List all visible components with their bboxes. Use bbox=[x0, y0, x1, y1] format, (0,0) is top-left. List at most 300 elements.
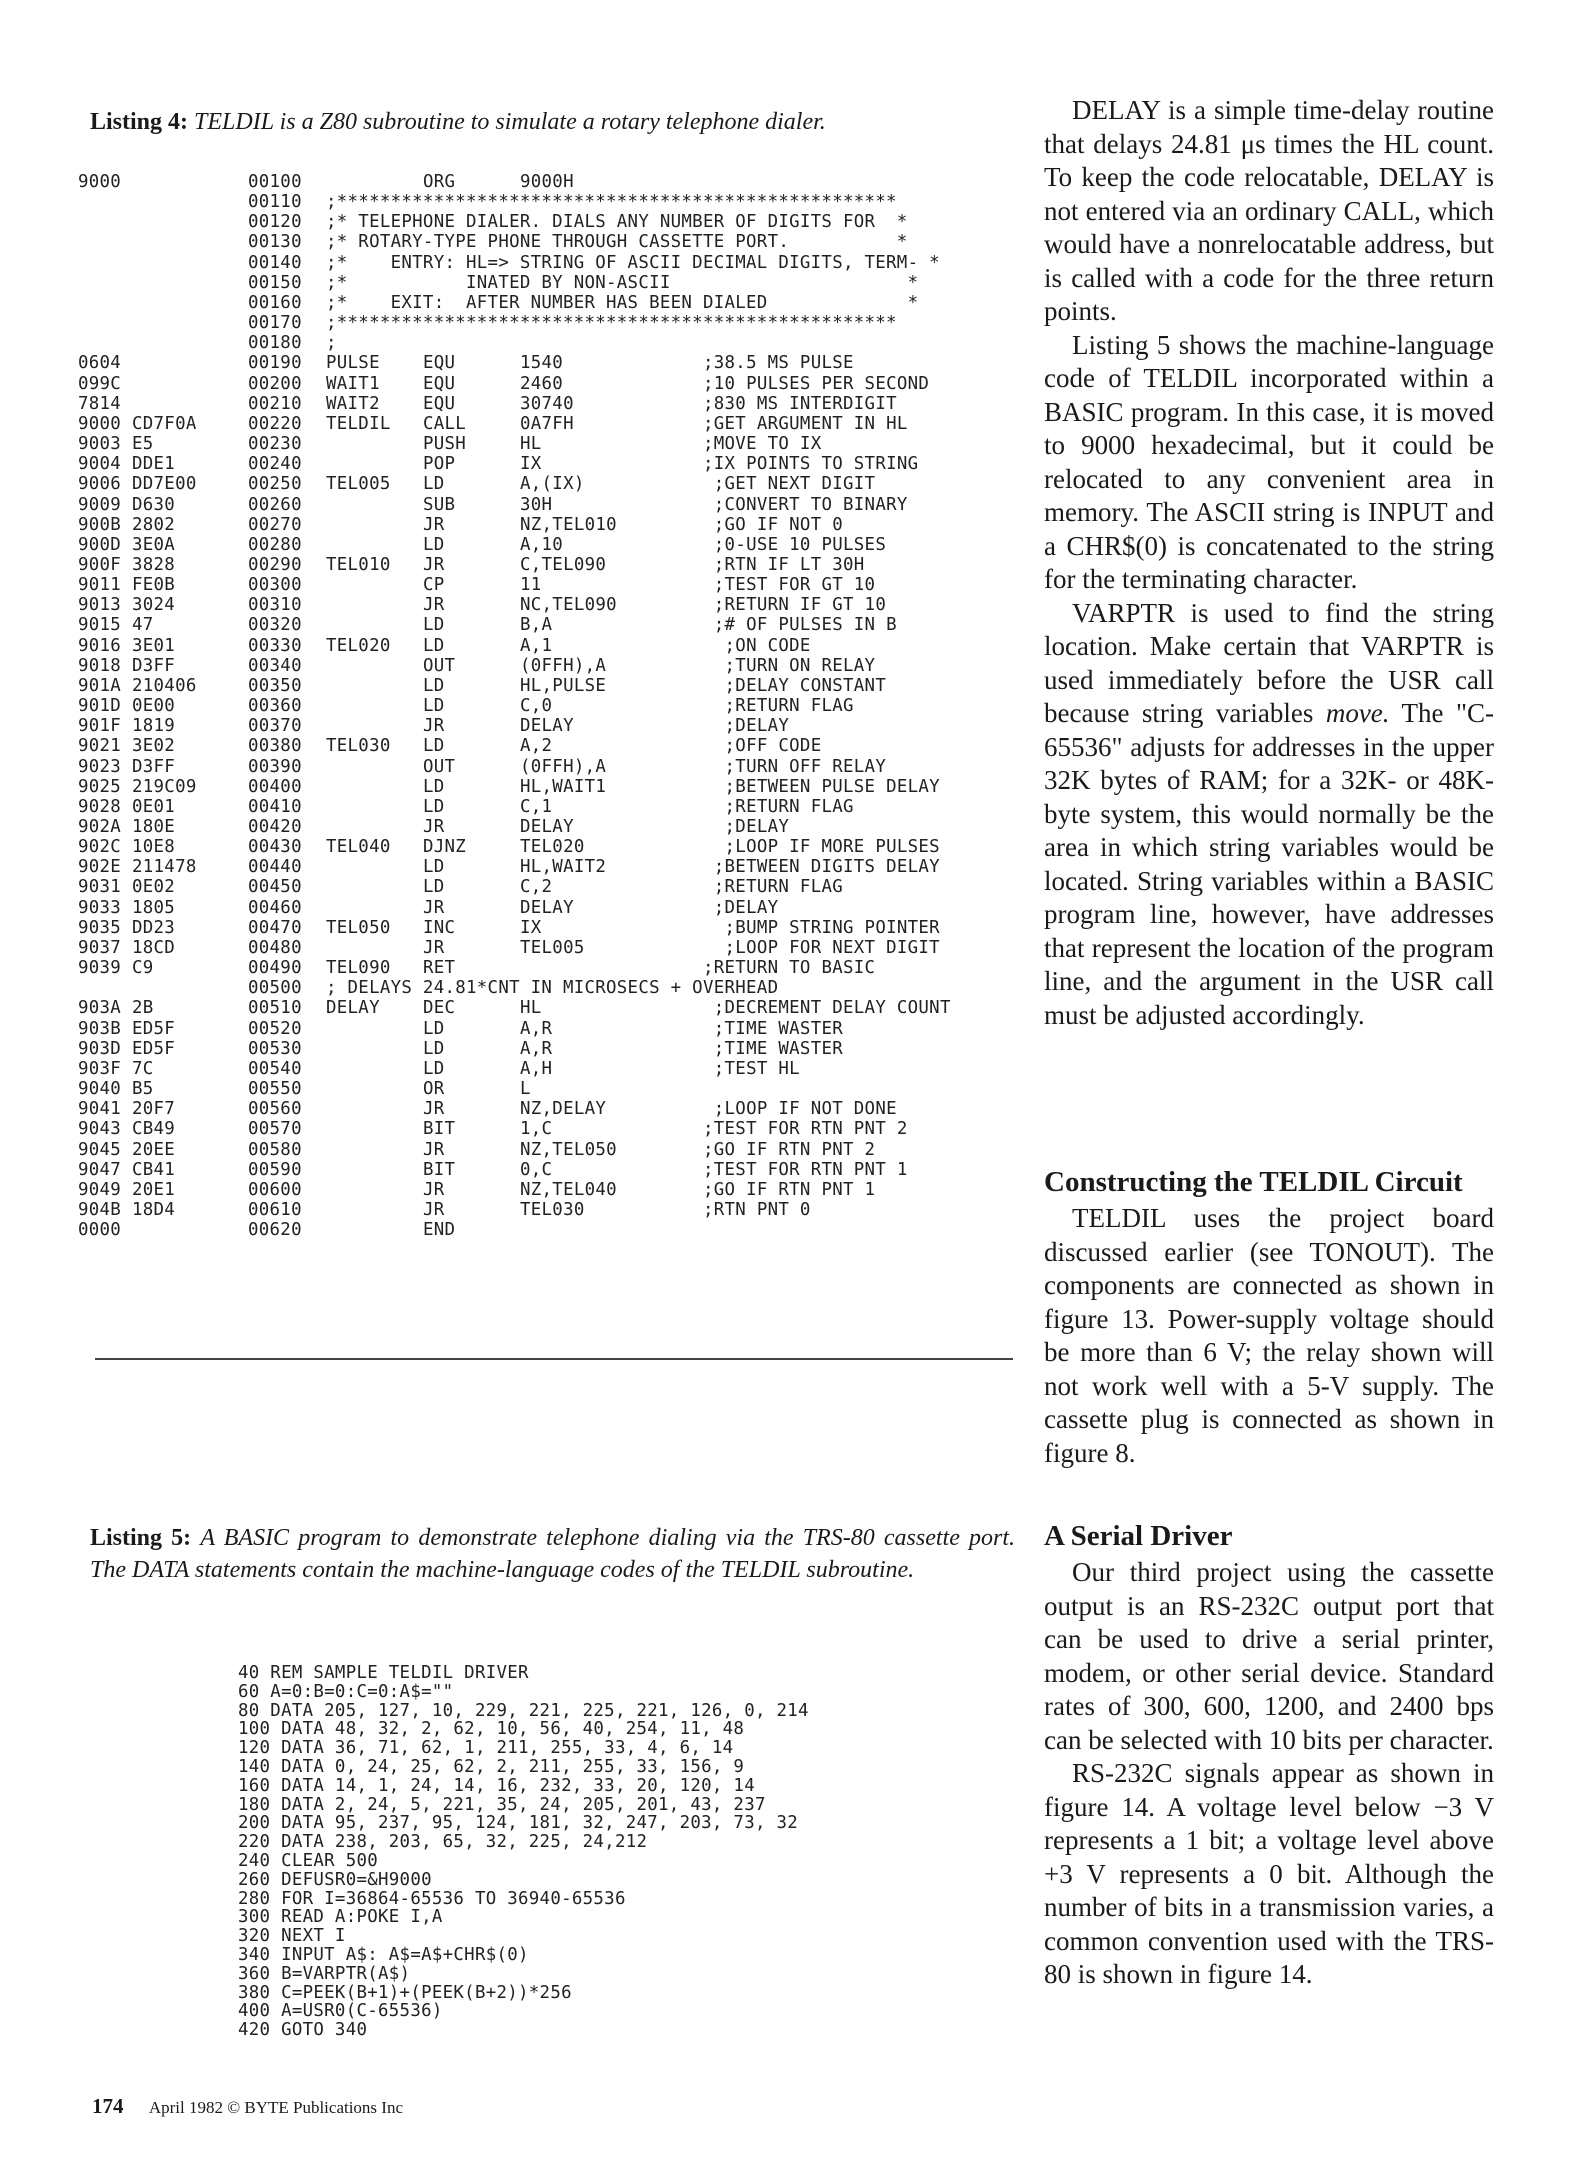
asm-full: ;* INATED BY NON-ASCII * bbox=[326, 272, 919, 293]
asm-cmt: ;OFF CODE bbox=[703, 736, 822, 757]
asm-label: TEL050 bbox=[326, 917, 391, 938]
asm-addr: 9037 bbox=[78, 937, 122, 958]
asm-addr: 9028 bbox=[78, 796, 122, 817]
asm-addr: 903B bbox=[78, 1018, 122, 1039]
asm-label: TEL010 bbox=[326, 554, 391, 575]
asm-line bbox=[78, 817, 1018, 837]
asm-line bbox=[78, 555, 1018, 575]
asm-arg: DELAY bbox=[520, 716, 574, 737]
asm-code: 210406 bbox=[132, 675, 197, 696]
asm-op: LD bbox=[423, 534, 445, 555]
basic-line: 240 CLEAR 500 bbox=[238, 1850, 379, 1871]
asm-line: 00590 bbox=[248, 1159, 302, 1180]
asm-line: 00290 bbox=[248, 554, 302, 575]
asm-op: JR bbox=[423, 897, 445, 918]
asm-label: WAIT1 bbox=[326, 373, 380, 394]
asm-cmt: ;TIME WASTER bbox=[703, 1038, 844, 1059]
asm-code: FE0B bbox=[132, 575, 176, 596]
varptr-text-b: The "C-65536" adjusts for addresses in the upper 32K bytes of RAM; for a 32K- or 48K-byte system, this would normally be the area in which string variables would be located. String variables within a BASIC program line, however, have addresses that represent the location of the program line, and the argument in the USR call must be adjusted accordingly. bbox=[1044, 698, 1495, 1030]
asm-cmt: ;RETURN TO BASIC bbox=[703, 958, 876, 979]
asm-op: END bbox=[423, 1220, 456, 1241]
basic-line: 100 DATA 48, 32, 2, 62, 10, 56, 40, 254, 11, 48 bbox=[238, 1719, 745, 1740]
body-text-top bbox=[1044, 94, 1494, 1032]
asm-cmt: ;TEST HL bbox=[703, 1058, 800, 1079]
asm-op: LD bbox=[423, 1038, 445, 1059]
asm-line: 00120 bbox=[248, 212, 302, 233]
asm-arg: A,1 bbox=[520, 635, 553, 656]
page-footer bbox=[92, 2094, 403, 2119]
asm-full: ;* EXIT: AFTER NUMBER HAS BEEN DIALED * bbox=[326, 292, 919, 313]
asm-line: 00540 bbox=[248, 1058, 302, 1079]
asm-addr: 9006 bbox=[78, 474, 122, 495]
asm-cmt: ;GET ARGUMENT IN HL bbox=[703, 413, 908, 434]
asm-arg: C,2 bbox=[520, 877, 553, 898]
asm-arg: DELAY bbox=[520, 897, 574, 918]
asm-arg: A,H bbox=[520, 1058, 553, 1079]
asm-line: 00520 bbox=[248, 1018, 302, 1039]
asm-line: 00250 bbox=[248, 474, 302, 495]
asm-line: 00430 bbox=[248, 837, 302, 858]
asm-line: 00490 bbox=[248, 958, 302, 979]
asm-code: 10E8 bbox=[132, 837, 176, 858]
asm-line bbox=[78, 232, 1018, 252]
asm-op: CP bbox=[423, 575, 445, 596]
asm-line bbox=[78, 777, 1018, 797]
asm-line bbox=[78, 474, 1018, 494]
asm-op: JR bbox=[423, 1139, 445, 1160]
asm-addr: 9025 bbox=[78, 776, 122, 797]
asm-op: POP bbox=[423, 454, 456, 475]
asm-arg: (0FFH),A bbox=[520, 655, 607, 676]
asm-op: JR bbox=[423, 1199, 445, 1220]
asm-addr: 099C bbox=[78, 373, 122, 394]
asm-line bbox=[78, 978, 1018, 998]
paragraph-rs232c: RS-232C signals appear as shown in figure 14. A voltage level below −3 V represents a 1 bit; a voltage level above +3 V represents a 0 bit. Although the number of bits in a transmission varies, a common convention used with the TRS-80 is shown in figure 14. bbox=[1044, 1758, 1494, 1989]
asm-line bbox=[78, 192, 1018, 212]
asm-addr: 9045 bbox=[78, 1139, 122, 1160]
asm-cmt: ;GO IF NOT 0 bbox=[703, 514, 844, 535]
asm-cmt: ;LOOP IF NOT DONE bbox=[703, 1099, 897, 1120]
asm-arg: NZ,TEL040 bbox=[520, 1179, 617, 1200]
asm-code: 3828 bbox=[132, 554, 176, 575]
asm-line bbox=[78, 877, 1018, 897]
asm-cmt: ;DELAY bbox=[703, 817, 790, 837]
asm-arg: C,1 bbox=[520, 796, 553, 817]
asm-line bbox=[78, 1180, 1018, 1200]
asm-arg: HL,PULSE bbox=[520, 675, 607, 696]
asm-code: 20E1 bbox=[132, 1179, 176, 1200]
asm-op: LD bbox=[423, 474, 445, 495]
asm-cmt: ;0-USE 10 PULSES bbox=[703, 534, 887, 555]
asm-addr: 9047 bbox=[78, 1159, 122, 1180]
asm-arg: A,(IX) bbox=[520, 474, 585, 495]
asm-line: 00620 bbox=[248, 1220, 302, 1241]
asm-op: PUSH bbox=[423, 434, 467, 455]
asm-line: 00310 bbox=[248, 595, 302, 616]
asm-line: 00300 bbox=[248, 575, 302, 596]
basic-line: 360 B=VARPTR(A$) bbox=[238, 1963, 411, 1984]
asm-cmt: ;MOVE TO IX bbox=[703, 434, 822, 455]
asm-line: 00280 bbox=[248, 534, 302, 555]
asm-cmt: ;IX POINTS TO STRING bbox=[703, 454, 919, 475]
asm-op: DEC bbox=[423, 998, 456, 1019]
asm-arg: C,TEL090 bbox=[520, 554, 607, 575]
asm-full: ;* TELEPHONE DIALER. DIALS ANY NUMBER OF DIGITS FOR * bbox=[326, 212, 908, 233]
asm-line bbox=[78, 212, 1018, 232]
asm-label: TEL030 bbox=[326, 736, 391, 757]
asm-arg: IX bbox=[520, 454, 542, 475]
asm-line: 00380 bbox=[248, 736, 302, 757]
asm-line: 00190 bbox=[248, 353, 302, 374]
asm-cmt: ;DELAY bbox=[703, 897, 779, 918]
asm-code: ED5F bbox=[132, 1038, 176, 1059]
asm-cmt: ;DELAY bbox=[703, 716, 790, 737]
asm-line bbox=[78, 313, 1018, 333]
asm-cmt: ;830 MS INTERDIGIT bbox=[703, 393, 897, 414]
asm-full: ;* ROTARY-TYPE PHONE THROUGH CASSETTE PORT. * bbox=[326, 232, 908, 253]
asm-cmt: ;10 PULSES PER SECOND bbox=[703, 373, 930, 394]
asm-addr: 902E bbox=[78, 857, 122, 878]
asm-op: JR bbox=[423, 1099, 445, 1120]
asm-line: 00360 bbox=[248, 696, 302, 717]
asm-line bbox=[78, 353, 1018, 373]
asm-arg: HL bbox=[520, 434, 542, 455]
asm-line bbox=[78, 958, 1018, 978]
asm-op: JR bbox=[423, 716, 445, 737]
asm-code: 3E0A bbox=[132, 534, 176, 555]
asm-line: 00160 bbox=[248, 292, 302, 313]
asm-arg: L bbox=[520, 1079, 531, 1100]
asm-arg: B,A bbox=[520, 615, 553, 636]
asm-addr: 9043 bbox=[78, 1119, 122, 1140]
asm-label: WAIT2 bbox=[326, 393, 380, 414]
asm-line: 00560 bbox=[248, 1099, 302, 1120]
asm-op: LD bbox=[423, 635, 445, 656]
asm-addr: 9031 bbox=[78, 877, 122, 898]
listing5-basic-code bbox=[238, 1664, 809, 2040]
asm-code: 3E02 bbox=[132, 736, 176, 757]
asm-addr: 0000 bbox=[78, 1220, 122, 1241]
asm-arg: NZ,DELAY bbox=[520, 1099, 607, 1120]
asm-code: 47 bbox=[132, 615, 154, 636]
asm-line: 00610 bbox=[248, 1199, 302, 1220]
asm-arg: 0A7FH bbox=[520, 413, 574, 434]
asm-line: 00270 bbox=[248, 514, 302, 535]
asm-op: JR bbox=[423, 514, 445, 535]
asm-addr: 903D bbox=[78, 1038, 122, 1059]
asm-code: 3024 bbox=[132, 595, 176, 616]
asm-line: 00460 bbox=[248, 897, 302, 918]
asm-cmt: ;TEST FOR RTN PNT 1 bbox=[703, 1159, 908, 1180]
listing4-caption bbox=[90, 106, 990, 138]
asm-line: 00350 bbox=[248, 675, 302, 696]
asm-line: 00410 bbox=[248, 796, 302, 817]
asm-arg: A,10 bbox=[520, 534, 564, 555]
asm-op: LD bbox=[423, 877, 445, 898]
asm-op: BIT bbox=[423, 1159, 456, 1180]
asm-cmt: ;RETURN IF GT 10 bbox=[703, 595, 887, 616]
asm-line bbox=[78, 414, 1018, 434]
basic-line: 340 INPUT A$: A$=A$+CHR$(0) bbox=[238, 1944, 529, 1965]
asm-cmt: ;LOOP FOR NEXT DIGIT bbox=[703, 937, 940, 958]
asm-cmt: ;DELAY CONSTANT bbox=[703, 675, 887, 696]
section-constructing bbox=[1044, 1164, 1494, 1470]
section-serial-driver bbox=[1044, 1518, 1494, 1992]
asm-code: DD23 bbox=[132, 917, 176, 938]
asm-addr: 9049 bbox=[78, 1179, 122, 1200]
asm-addr: 9009 bbox=[78, 494, 122, 515]
asm-op: ORG bbox=[423, 172, 456, 192]
asm-cmt: ;LOOP IF MORE PULSES bbox=[703, 837, 940, 858]
asm-op: INC bbox=[423, 917, 456, 938]
asm-code: D3FF bbox=[132, 655, 176, 676]
asm-code: 180E bbox=[132, 817, 176, 837]
asm-code: 2802 bbox=[132, 514, 176, 535]
asm-arg: 2460 bbox=[520, 373, 564, 394]
asm-code: 20F7 bbox=[132, 1099, 176, 1120]
asm-cmt: ;ON CODE bbox=[703, 635, 811, 656]
basic-line: 60 A=0:B=0:C=0:A$="" bbox=[238, 1681, 454, 1702]
asm-line: 00480 bbox=[248, 937, 302, 958]
asm-arg: DELAY bbox=[520, 817, 574, 837]
listing5-caption-text: A BASIC program to demonstrate telephone dialing via the TRS-80 cassette port. The DATA statements contain the machine-language codes of the TELDIL subroutine. bbox=[90, 1525, 1016, 1583]
asm-line bbox=[78, 1019, 1018, 1039]
asm-line: 00580 bbox=[248, 1139, 302, 1160]
basic-line: 400 A=USR0(C-65536) bbox=[238, 2001, 443, 2022]
asm-addr: 903F bbox=[78, 1058, 122, 1079]
asm-line: 00370 bbox=[248, 716, 302, 737]
asm-cmt: ;GO IF RTN PNT 1 bbox=[703, 1179, 876, 1200]
asm-label: TEL005 bbox=[326, 474, 391, 495]
asm-addr: 904B bbox=[78, 1199, 122, 1220]
asm-op: LD bbox=[423, 696, 445, 717]
asm-op: LD bbox=[423, 776, 445, 797]
asm-line: 00420 bbox=[248, 817, 302, 837]
asm-op: LD bbox=[423, 736, 445, 757]
heading-constructing: Constructing the TELDIL Circuit bbox=[1044, 1166, 1463, 1198]
asm-cmt: ;BUMP STRING POINTER bbox=[703, 917, 940, 938]
asm-addr: 7814 bbox=[78, 393, 122, 414]
asm-op: JR bbox=[423, 595, 445, 616]
asm-cmt: ;TIME WASTER bbox=[703, 1018, 844, 1039]
asm-line bbox=[78, 656, 1018, 676]
asm-arg: 1,C bbox=[520, 1119, 553, 1140]
asm-label: TEL090 bbox=[326, 958, 391, 979]
asm-line bbox=[78, 515, 1018, 535]
asm-code: 2B bbox=[132, 998, 154, 1019]
asm-line: 00450 bbox=[248, 877, 302, 898]
asm-op: CALL bbox=[423, 413, 467, 434]
paragraph-varptr bbox=[1044, 597, 1494, 1033]
asm-line: 00470 bbox=[248, 917, 302, 938]
asm-line: 00600 bbox=[248, 1179, 302, 1200]
asm-addr: 9018 bbox=[78, 655, 122, 676]
basic-line: 260 DEFUSR0=&H9000 bbox=[238, 1869, 432, 1890]
asm-arg: IX bbox=[520, 917, 542, 938]
asm-code: 20EE bbox=[132, 1139, 176, 1160]
asm-line bbox=[78, 273, 1018, 293]
asm-label: TEL020 bbox=[326, 635, 391, 656]
asm-op: EQU bbox=[423, 353, 456, 374]
heading-serial-driver: A Serial Driver bbox=[1044, 1520, 1233, 1552]
basic-line: 300 READ A:POKE I,A bbox=[238, 1907, 443, 1928]
asm-line: 00400 bbox=[248, 776, 302, 797]
basic-line: 80 DATA 205, 127, 10, 229, 221, 225, 221, 126, 0, 214 bbox=[238, 1700, 809, 1721]
asm-cmt: ;# OF PULSES IN B bbox=[703, 615, 897, 636]
asm-line bbox=[78, 293, 1018, 313]
basic-line: 220 DATA 238, 203, 65, 32, 225, 24,212 bbox=[238, 1832, 648, 1853]
asm-op: LD bbox=[423, 615, 445, 636]
asm-line bbox=[78, 696, 1018, 716]
asm-code: 0E00 bbox=[132, 696, 176, 717]
basic-line: 140 DATA 0, 24, 25, 62, 2, 211, 255, 33, 156, 9 bbox=[238, 1756, 745, 1777]
asm-addr: 900D bbox=[78, 534, 122, 555]
paragraph-listing5: Listing 5 shows the machine-language code of TELDIL incorporated within a BASIC program. In this case, it is moved to 9000 hexadecimal, but it could be relocated to any convenient area in memory. The ASCII string is INPUT and a CHR$(0) is concatenated to the string for the terminating character. bbox=[1044, 329, 1494, 594]
asm-cmt: ;TEST FOR GT 10 bbox=[703, 575, 876, 596]
asm-arg: A,R bbox=[520, 1038, 553, 1059]
asm-addr: 9004 bbox=[78, 454, 122, 475]
asm-line: 00200 bbox=[248, 373, 302, 394]
asm-addr: 900B bbox=[78, 514, 122, 535]
asm-code: E5 bbox=[132, 434, 154, 455]
asm-addr: 9021 bbox=[78, 736, 122, 757]
asm-cmt: ;TURN ON RELAY bbox=[703, 655, 876, 676]
asm-arg: TEL020 bbox=[520, 837, 585, 858]
asm-line bbox=[78, 1119, 1018, 1139]
asm-code: 0E01 bbox=[132, 796, 176, 817]
asm-code: D3FF bbox=[132, 756, 176, 777]
basic-line: 120 DATA 36, 71, 62, 1, 211, 255, 33, 4, 6, 14 bbox=[238, 1738, 734, 1759]
asm-code: 1805 bbox=[132, 897, 176, 918]
page-number: 174 bbox=[92, 2094, 124, 2118]
asm-line: 00230 bbox=[248, 434, 302, 455]
asm-line bbox=[78, 837, 1018, 857]
asm-cmt: ;CONVERT TO BINARY bbox=[703, 494, 908, 515]
asm-cmt: ;DECREMENT DELAY COUNT bbox=[703, 998, 951, 1019]
asm-line: 00320 bbox=[248, 615, 302, 636]
asm-code: 18D4 bbox=[132, 1199, 176, 1220]
asm-arg: TEL005 bbox=[520, 937, 585, 958]
asm-code: 0E02 bbox=[132, 877, 176, 898]
asm-line: 00240 bbox=[248, 454, 302, 475]
asm-op: OUT bbox=[423, 756, 456, 777]
paragraph-serial-intro: Our third project using the cassette output is an RS-232C output port that can be used to drive a serial printer, modem, or other serial device. Standard rates of 300, 600, 1200, and 2400 bps can be selected with 10 bits per character. bbox=[1044, 1557, 1494, 1755]
asm-arg: TEL030 bbox=[520, 1199, 585, 1220]
basic-line: 180 DATA 2, 24, 5, 221, 35, 24, 205, 201, 43, 237 bbox=[238, 1794, 766, 1815]
paragraph-teldil-circuit: TELDIL uses the project board discussed earlier (see TONOUT). The components are connected as shown in figure 13. Power-supply voltage should be more than 6 V; the relay shown will not work well with a 5-V supply. The cassette plug is connected as shown in figure 8. bbox=[1044, 1203, 1494, 1468]
listing5-caption bbox=[90, 1522, 1015, 1586]
listing4-assembly-code bbox=[78, 172, 1018, 1240]
asm-line: 00220 bbox=[248, 413, 302, 434]
asm-addr: 9013 bbox=[78, 595, 122, 616]
asm-label: TEL040 bbox=[326, 837, 391, 858]
asm-line bbox=[78, 495, 1018, 515]
asm-addr: 901F bbox=[78, 716, 122, 737]
asm-line bbox=[78, 374, 1018, 394]
asm-op: EQU bbox=[423, 373, 456, 394]
basic-line: 320 NEXT I bbox=[238, 1926, 346, 1947]
asm-addr: 0604 bbox=[78, 353, 122, 374]
asm-op: LD bbox=[423, 1018, 445, 1039]
asm-cmt: ;TURN OFF RELAY bbox=[703, 756, 887, 777]
asm-op: EQU bbox=[423, 393, 456, 414]
asm-label: PULSE bbox=[326, 353, 380, 374]
asm-line bbox=[78, 918, 1018, 938]
asm-line bbox=[78, 434, 1018, 454]
varptr-emphasis: move. bbox=[1325, 698, 1390, 728]
asm-line bbox=[78, 857, 1018, 877]
asm-line bbox=[78, 1099, 1018, 1119]
asm-line: 00440 bbox=[248, 857, 302, 878]
basic-line: 380 C=PEEK(B+1)+(PEEK(B+2))*256 bbox=[238, 1982, 572, 2003]
asm-full: ;**************************************************** bbox=[326, 192, 897, 213]
asm-arg: A,R bbox=[520, 1018, 553, 1039]
asm-arg: HL,WAIT2 bbox=[520, 857, 607, 878]
asm-arg: NZ,TEL050 bbox=[520, 1139, 617, 1160]
asm-line bbox=[78, 172, 1018, 192]
issue-line: April 1982 © BYTE Publications Inc bbox=[148, 2098, 404, 2117]
asm-arg: (0FFH),A bbox=[520, 756, 607, 777]
asm-full: ;**************************************************** bbox=[326, 313, 897, 334]
asm-line bbox=[78, 1160, 1018, 1180]
asm-cmt: ;RETURN FLAG bbox=[703, 696, 854, 717]
asm-line bbox=[78, 998, 1018, 1018]
asm-line bbox=[78, 676, 1018, 696]
asm-addr: 9041 bbox=[78, 1099, 122, 1120]
asm-arg: 9000H bbox=[520, 172, 574, 192]
asm-line: 00180 bbox=[248, 333, 302, 354]
asm-addr: 901D bbox=[78, 696, 122, 717]
asm-line bbox=[78, 736, 1018, 756]
listing4-caption-text: TELDIL is a Z80 subroutine to simulate a rotary telephone dialer. bbox=[194, 109, 826, 135]
asm-addr: 9000 bbox=[78, 413, 122, 434]
asm-addr: 9015 bbox=[78, 615, 122, 636]
asm-line bbox=[78, 1059, 1018, 1079]
asm-line bbox=[78, 595, 1018, 615]
asm-addr: 903A bbox=[78, 998, 122, 1019]
asm-full: ; DELAYS 24.81*CNT IN MICROSECS + OVERHEAD bbox=[326, 978, 779, 999]
asm-op: LD bbox=[423, 857, 445, 878]
asm-line bbox=[78, 1079, 1018, 1099]
asm-line: 00150 bbox=[248, 272, 302, 293]
asm-arg: A,2 bbox=[520, 736, 553, 757]
asm-label: DELAY bbox=[326, 998, 380, 1019]
asm-code: 1819 bbox=[132, 716, 176, 737]
asm-line: 00500 bbox=[248, 978, 302, 999]
asm-op: JR bbox=[423, 1179, 445, 1200]
section-divider bbox=[95, 1358, 1013, 1360]
asm-addr: 902C bbox=[78, 837, 122, 858]
asm-addr: 9040 bbox=[78, 1079, 122, 1100]
asm-addr: 902A bbox=[78, 817, 122, 837]
asm-line: 00210 bbox=[248, 393, 302, 414]
asm-line bbox=[78, 898, 1018, 918]
asm-cmt: ;GET NEXT DIGIT bbox=[703, 474, 876, 495]
asm-arg: NZ,TEL010 bbox=[520, 514, 617, 535]
asm-line bbox=[78, 535, 1018, 555]
asm-line bbox=[78, 1039, 1018, 1059]
basic-line: 420 GOTO 340 bbox=[238, 2020, 368, 2041]
basic-line: 280 FOR I=36864-65536 TO 36940-65536 bbox=[238, 1888, 626, 1909]
asm-line: 00330 bbox=[248, 635, 302, 656]
asm-op: JR bbox=[423, 554, 445, 575]
asm-arg: 1540 bbox=[520, 353, 564, 374]
asm-code: 7C bbox=[132, 1058, 154, 1079]
asm-line bbox=[78, 394, 1018, 414]
asm-code: DDE1 bbox=[132, 454, 176, 475]
asm-arg: C,0 bbox=[520, 696, 553, 717]
asm-line bbox=[78, 454, 1018, 474]
